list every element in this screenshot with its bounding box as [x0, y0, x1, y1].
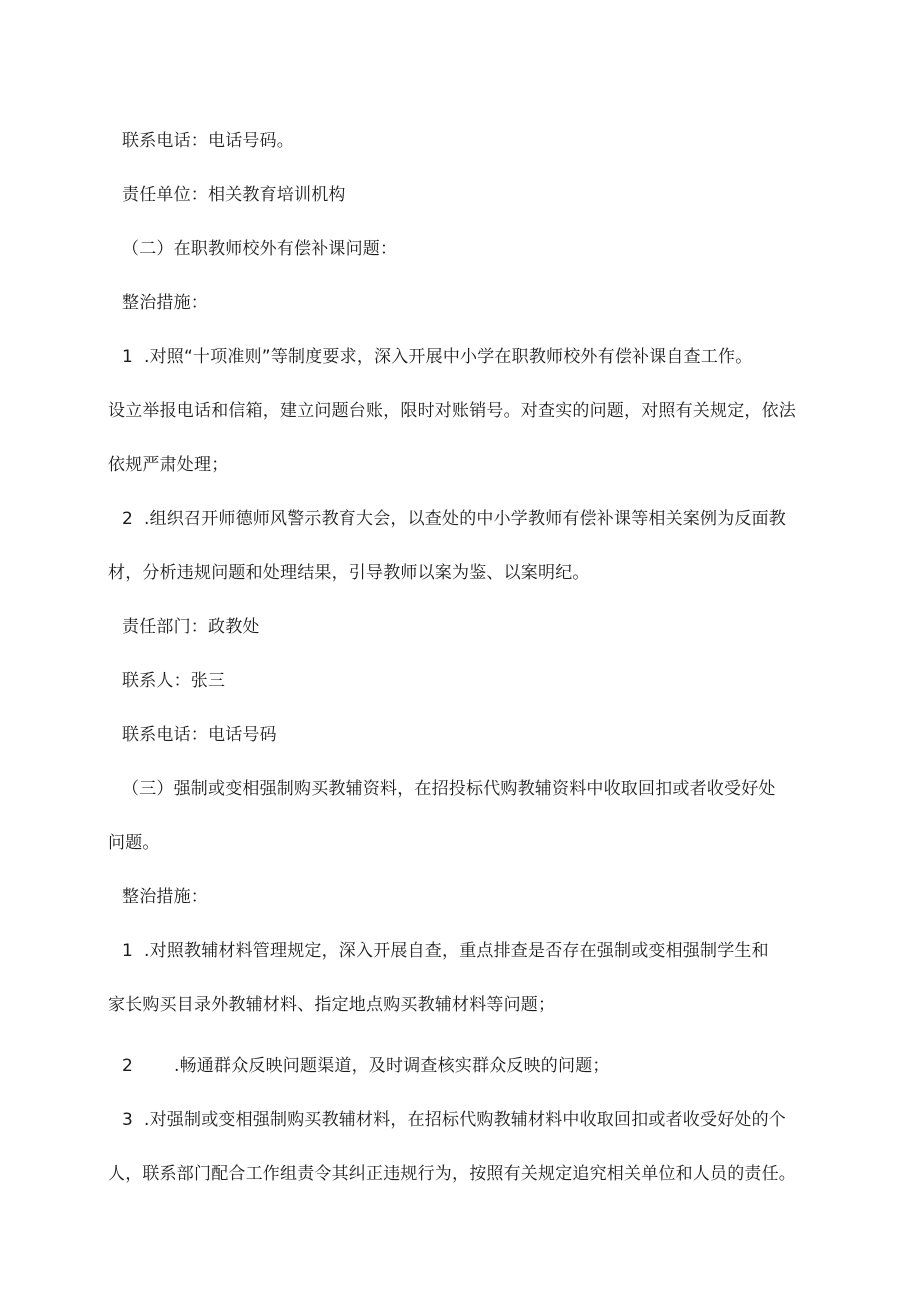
section-3-title-line-1: （三）强制或变相强制购买教辅资料，在招投标代购教辅资料中收取回扣或者收受好处 — [122, 779, 776, 799]
item-text: .组织召开师德师风警示教育大会，以查处的中小学教师有偿补课等相关案例为反面教 — [144, 509, 787, 529]
item-text: .对照“十项准则”等制度要求，深入开展中小学在职教师校外有偿补课自查工作。 — [144, 347, 753, 367]
section-2-item-2-line-1 — [122, 507, 786, 531]
item-number: 1 — [122, 347, 134, 367]
measures-label-2: 整治措施： — [122, 887, 208, 907]
contact-person-line: 联系人：张三 — [122, 671, 226, 691]
item-number: 2 — [122, 509, 134, 529]
section-3-item-3-line-1 — [122, 1108, 786, 1132]
contact-phone-line-2: 联系电话：电话号码 — [122, 725, 277, 745]
item-number: 3 — [122, 1110, 134, 1130]
item-text: .畅通群众反映问题渠道，及时调查核实群众反映的问题； — [174, 1056, 610, 1076]
item-text: .对强制或变相强制购买教辅材料，在招标代购教辅材料中收取回扣或者收受好处的个 — [144, 1110, 787, 1130]
section-3-title-line-2: 问题。 — [108, 833, 160, 853]
contact-phone-line-1: 联系电话：电话号码。 — [122, 131, 294, 151]
section-2-item-1-line-1 — [122, 345, 752, 369]
section-2-item-1-line-3: 依规严肃处理； — [108, 455, 229, 475]
measures-label-1: 整治措施： — [122, 293, 208, 313]
responsible-unit-line: 责任单位：相关教育培训机构 — [122, 185, 346, 205]
section-2-title: （二）在职教师校外有偿补课问题： — [122, 239, 398, 259]
item-text: .对照教辅材料管理规定，深入开展自查，重点排查是否存在强制或变相强制学生和 — [144, 941, 769, 961]
section-3-item-1-line-1 — [122, 939, 769, 963]
item-number: 2 — [122, 1056, 134, 1076]
section-3-item-1-line-2: 家长购买目录外教辅材料、指定地点购买教辅材料等问题； — [108, 995, 556, 1015]
section-2-item-2-line-2: 材，分析违规问题和处理结果，引导教师以案为鉴、以案明纪。 — [108, 563, 590, 583]
section-2-item-1-line-2: 设立举报电话和信箱，建立问题台账，限时对账销号。对查实的问题，对照有关规定，依法 — [108, 401, 796, 421]
item-number: 1 — [122, 941, 134, 961]
responsible-dept-line: 责任部门：政教处 — [122, 617, 260, 637]
section-3-item-2-line-1 — [122, 1054, 610, 1078]
section-3-item-3-line-2: 人，联系部门配合工作组责令其纠正违规行为，按照有关规定追究相关单位和人员的责任。 — [108, 1164, 796, 1184]
